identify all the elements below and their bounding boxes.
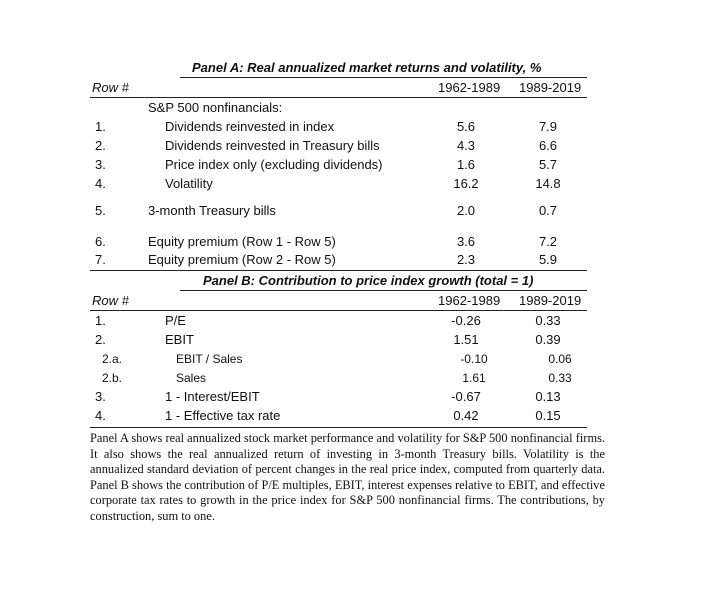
row-number: 3.	[95, 389, 106, 404]
row-label: Sales	[176, 371, 207, 385]
row-value-1989-2019: 0.33	[535, 313, 561, 328]
row-value-1962-1989: 4.3	[456, 138, 476, 153]
row-number: 4.	[95, 408, 106, 423]
row-value-1989-2019: 0.06	[548, 352, 572, 366]
row-number: 2.	[95, 332, 106, 347]
row-number: 1.	[95, 313, 106, 328]
row-value-1989-2019: 0.15	[535, 408, 561, 423]
panel-b-header-rule	[90, 310, 587, 311]
panel-a-col-2: 1989-2019	[519, 80, 582, 95]
row-value-1962-1989: -0.67	[451, 389, 481, 404]
row-value-1989-2019: 7.9	[538, 119, 558, 134]
panel-a-col-1: 1962-1989	[438, 80, 501, 95]
panel-b-col-2: 1989-2019	[519, 293, 582, 308]
panel-b-title: Panel B: Contribution to price index growth (total = 1)	[203, 273, 534, 288]
panel-b-col-1: 1962-1989	[438, 293, 501, 308]
row-number: 5.	[95, 203, 106, 218]
row-value-1962-1989: 2.0	[456, 203, 476, 218]
row-number: 4.	[95, 176, 106, 191]
row-number: 2.a.	[102, 352, 123, 366]
row-label: Equity premium (Row 2 - Row 5)	[148, 252, 336, 267]
row-value-1989-2019: 5.9	[538, 252, 558, 267]
panel-a-group-label: S&P 500 nonfinancials:	[148, 100, 283, 115]
row-value-1962-1989: 1.51	[453, 332, 479, 347]
row-value-1989-2019: 0.7	[538, 203, 558, 218]
row-value-1962-1989: -0.26	[451, 313, 481, 328]
row-label: EBIT / Sales	[176, 352, 243, 366]
row-value-1962-1989: 2.3	[456, 252, 476, 267]
row-value-1989-2019: 14.8	[535, 176, 561, 191]
panel-b-bottom-rule	[90, 427, 587, 428]
row-number: 1.	[95, 119, 106, 134]
panel-a-header-rule	[90, 97, 587, 98]
table-caption: Panel A shows real annualized stock market performance and volatility for S&P 500 nonfinancial firms. It also shows the real annualized return of investing in 3-month Treasury bills. Volatility is the annualized standard deviation of percent changes in the real price index, computed from quarterly data. Panel B shows the contribution of P/E multiples, EBIT, interest expenses relative to EBIT, and effective corporate tax rates to growth in the price index for S&P 500 nonfinancial firms. The contributions, by construction, sum to one.	[90, 431, 605, 523]
row-value-1962-1989: 16.2	[453, 176, 479, 191]
row-number: 7.	[95, 252, 106, 267]
panel-b-row-header: Row #	[92, 293, 129, 308]
row-label: Price index only (excluding dividends)	[165, 157, 383, 172]
row-number: 6.	[95, 234, 106, 249]
row-value-1962-1989: 1.61	[462, 371, 486, 385]
row-label: Equity premium (Row 1 - Row 5)	[148, 234, 336, 249]
row-label: P/E	[165, 313, 186, 328]
panel-a-title: Panel A: Real annualized market returns and volatility, %	[192, 60, 542, 75]
panel-a-title-rule	[180, 77, 587, 78]
row-label: EBIT	[165, 332, 194, 347]
row-label: Dividends reinvested in Treasury bills	[165, 138, 380, 153]
row-value-1962-1989: 0.42	[453, 408, 479, 423]
panel-a-row-header: Row #	[92, 80, 129, 95]
panel-b-title-rule	[180, 290, 587, 291]
row-value-1962-1989: 1.6	[456, 157, 476, 172]
row-label: Dividends reinvested in index	[165, 119, 335, 134]
row-label: 1 - Effective tax rate	[165, 408, 281, 423]
row-value-1989-2019: 0.13	[535, 389, 561, 404]
row-value-1989-2019: 0.39	[535, 332, 561, 347]
row-value-1989-2019: 0.33	[548, 371, 572, 385]
row-label: 1 - Interest/EBIT	[165, 389, 260, 404]
row-number: 3.	[95, 157, 106, 172]
row-label: 3-month Treasury bills	[148, 203, 276, 218]
panel-a-bottom-rule	[90, 270, 587, 271]
row-value-1989-2019: 5.7	[538, 157, 558, 172]
row-label: Volatility	[165, 176, 213, 191]
row-value-1962-1989: 5.6	[456, 119, 476, 134]
row-number: 2.	[95, 138, 106, 153]
row-number: 2.b.	[102, 371, 123, 385]
row-value-1962-1989: 3.6	[456, 234, 476, 249]
row-value-1989-2019: 7.2	[538, 234, 558, 249]
row-value-1989-2019: 6.6	[538, 138, 558, 153]
row-value-1962-1989: -0.10	[460, 352, 488, 366]
